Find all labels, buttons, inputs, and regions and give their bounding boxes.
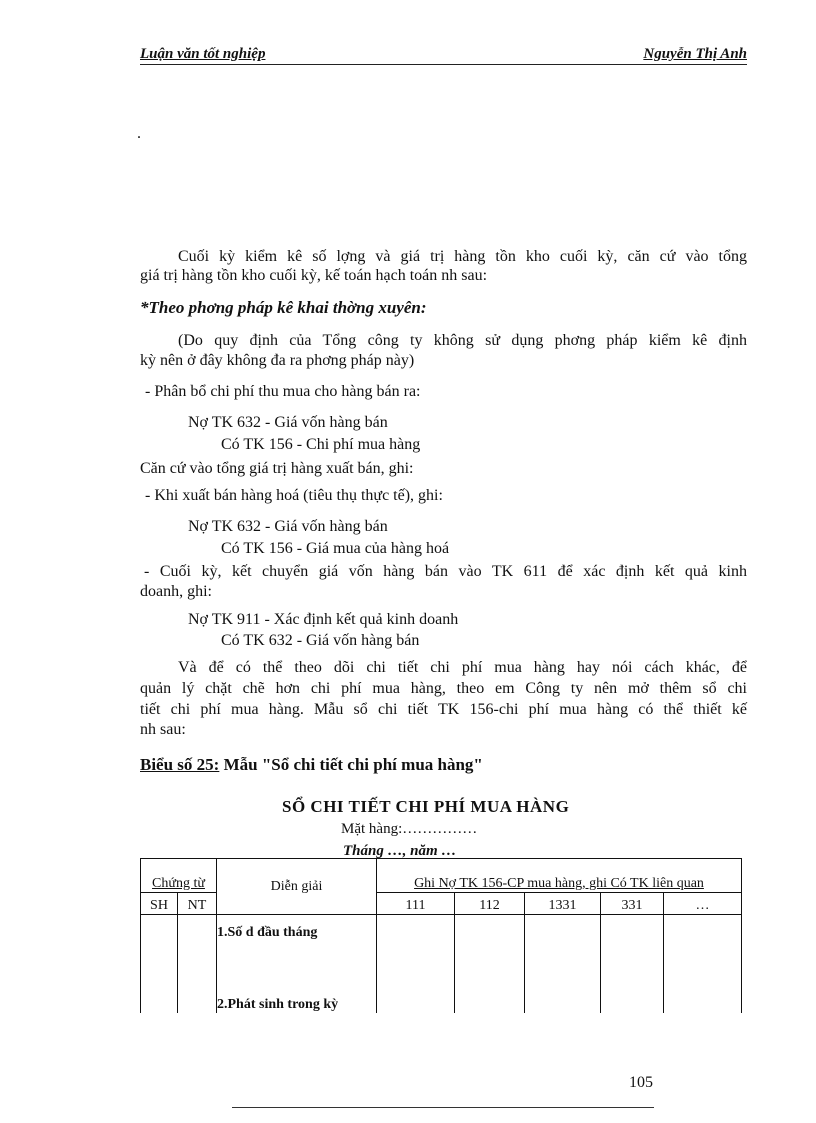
conclusion-line-4: nh sau: [140, 721, 186, 738]
alloc-credit: Có TK 156 - Chi phí mua hàng [221, 436, 421, 453]
cell-1331 [525, 915, 601, 1013]
page-number: 105 [629, 1074, 653, 1091]
cell-nt [178, 915, 217, 1013]
ledger-title: SỔ CHI TIẾT CHI PHÍ MUA HÀNG [282, 797, 570, 816]
account-111: 111 [377, 893, 455, 915]
close-line-2: doanh, ghi: [140, 583, 212, 600]
form-caption-text: Mẫu "Sổ chi tiết chi phí mua hàng" [219, 755, 483, 774]
account-331: 331 [601, 893, 664, 915]
intro-line-1: Cuối kỳ kiểm kê số lợng và giá trị hàng tồn kho cuối kỳ, căn cứ vào tổng [178, 248, 747, 265]
sub-nt: NT [178, 893, 217, 915]
alloc-line: - Phân bổ chi phí thu mua cho hàng bán ra: [145, 383, 421, 400]
cell-331 [601, 915, 664, 1013]
form-caption-label: Biểu số 25: [140, 755, 220, 774]
account-other: … [664, 893, 742, 915]
ledger-period-line: Tháng …, năm … [343, 843, 457, 859]
conclusion-line-3: tiết chi phí mua hàng. Mẫu sổ chi tiết TK 156-chi phí mua hàng có thể thiết kế [140, 701, 747, 718]
intro-line-2: giá trị hàng tồn kho cuối kỳ, kế toán hạch toán nh sau: [140, 267, 488, 284]
col-description: Diễn giải [217, 859, 377, 915]
basis-line: Căn cứ vào tổng giá trị hàng xuất bán, ghi: [140, 460, 414, 477]
row-period: 2.Phát sinh trong kỳ [217, 997, 339, 1012]
close-credit: Có TK 632 - Giá vốn hàng bán [221, 632, 420, 649]
sub-sh: SH [141, 893, 178, 915]
ledger-table [140, 858, 742, 1013]
cell-sh [141, 915, 178, 1013]
ledger-item-line: Mặt hàng:…………… [341, 821, 478, 837]
cell-112 [455, 915, 525, 1013]
conclusion-line-1: Và để có thể theo dõi chi tiết chi phí mua hàng hay nói cách khác, để [178, 659, 747, 676]
account-1331: 1331 [525, 893, 601, 915]
note-line-1: (Do quy định của Tổng công ty không sử dụng phơng pháp kiểm kê định [178, 332, 747, 349]
cell-other [664, 915, 742, 1013]
row-opening: 1.Số d đầu tháng [217, 925, 318, 940]
header-left: Luận văn tốt nghiệp [140, 46, 266, 62]
conclusion-line-2: quản lý chặt chẽ hơn chi phí mua hàng, theo em Công ty nên mở thêm sổ chi [140, 680, 747, 697]
close-debit: Nợ TK 911 - Xác định kết quả kinh doanh [188, 611, 459, 628]
sale-credit: Có TK 156 - Giá mua của hàng hoá [221, 540, 450, 557]
header-rule [140, 64, 747, 65]
sale-debit: Nợ TK 632 - Giá vốn hàng bán [188, 518, 388, 535]
header-right: Nguyễn Thị Anh [643, 46, 747, 62]
section-heading: *Theo phơng pháp kê khai thờng xuyên: [140, 298, 427, 317]
col-debit-group: Ghi Nợ TK 156-CP mua hàng, ghi Có TK liên quan [377, 859, 742, 893]
alloc-debit: Nợ TK 632 - Giá vốn hàng bán [188, 414, 388, 431]
form-caption [140, 755, 483, 775]
stray-mark: . [137, 125, 141, 142]
cell-description [217, 915, 377, 1013]
sale-line: - Khi xuất bán hàng hoá (tiêu thụ thực tế), ghi: [145, 487, 443, 504]
footer-rule [232, 1107, 654, 1108]
col-voucher: Chứng từ [141, 859, 217, 893]
cell-111 [377, 915, 455, 1013]
account-112: 112 [455, 893, 525, 915]
close-line-1: - Cuối kỳ, kết chuyển giá vốn hàng bán vào TK 611 để xác định kết quả kinh [144, 563, 747, 580]
note-line-2: kỳ nên ở đây không đa ra phơng pháp này) [140, 352, 415, 369]
